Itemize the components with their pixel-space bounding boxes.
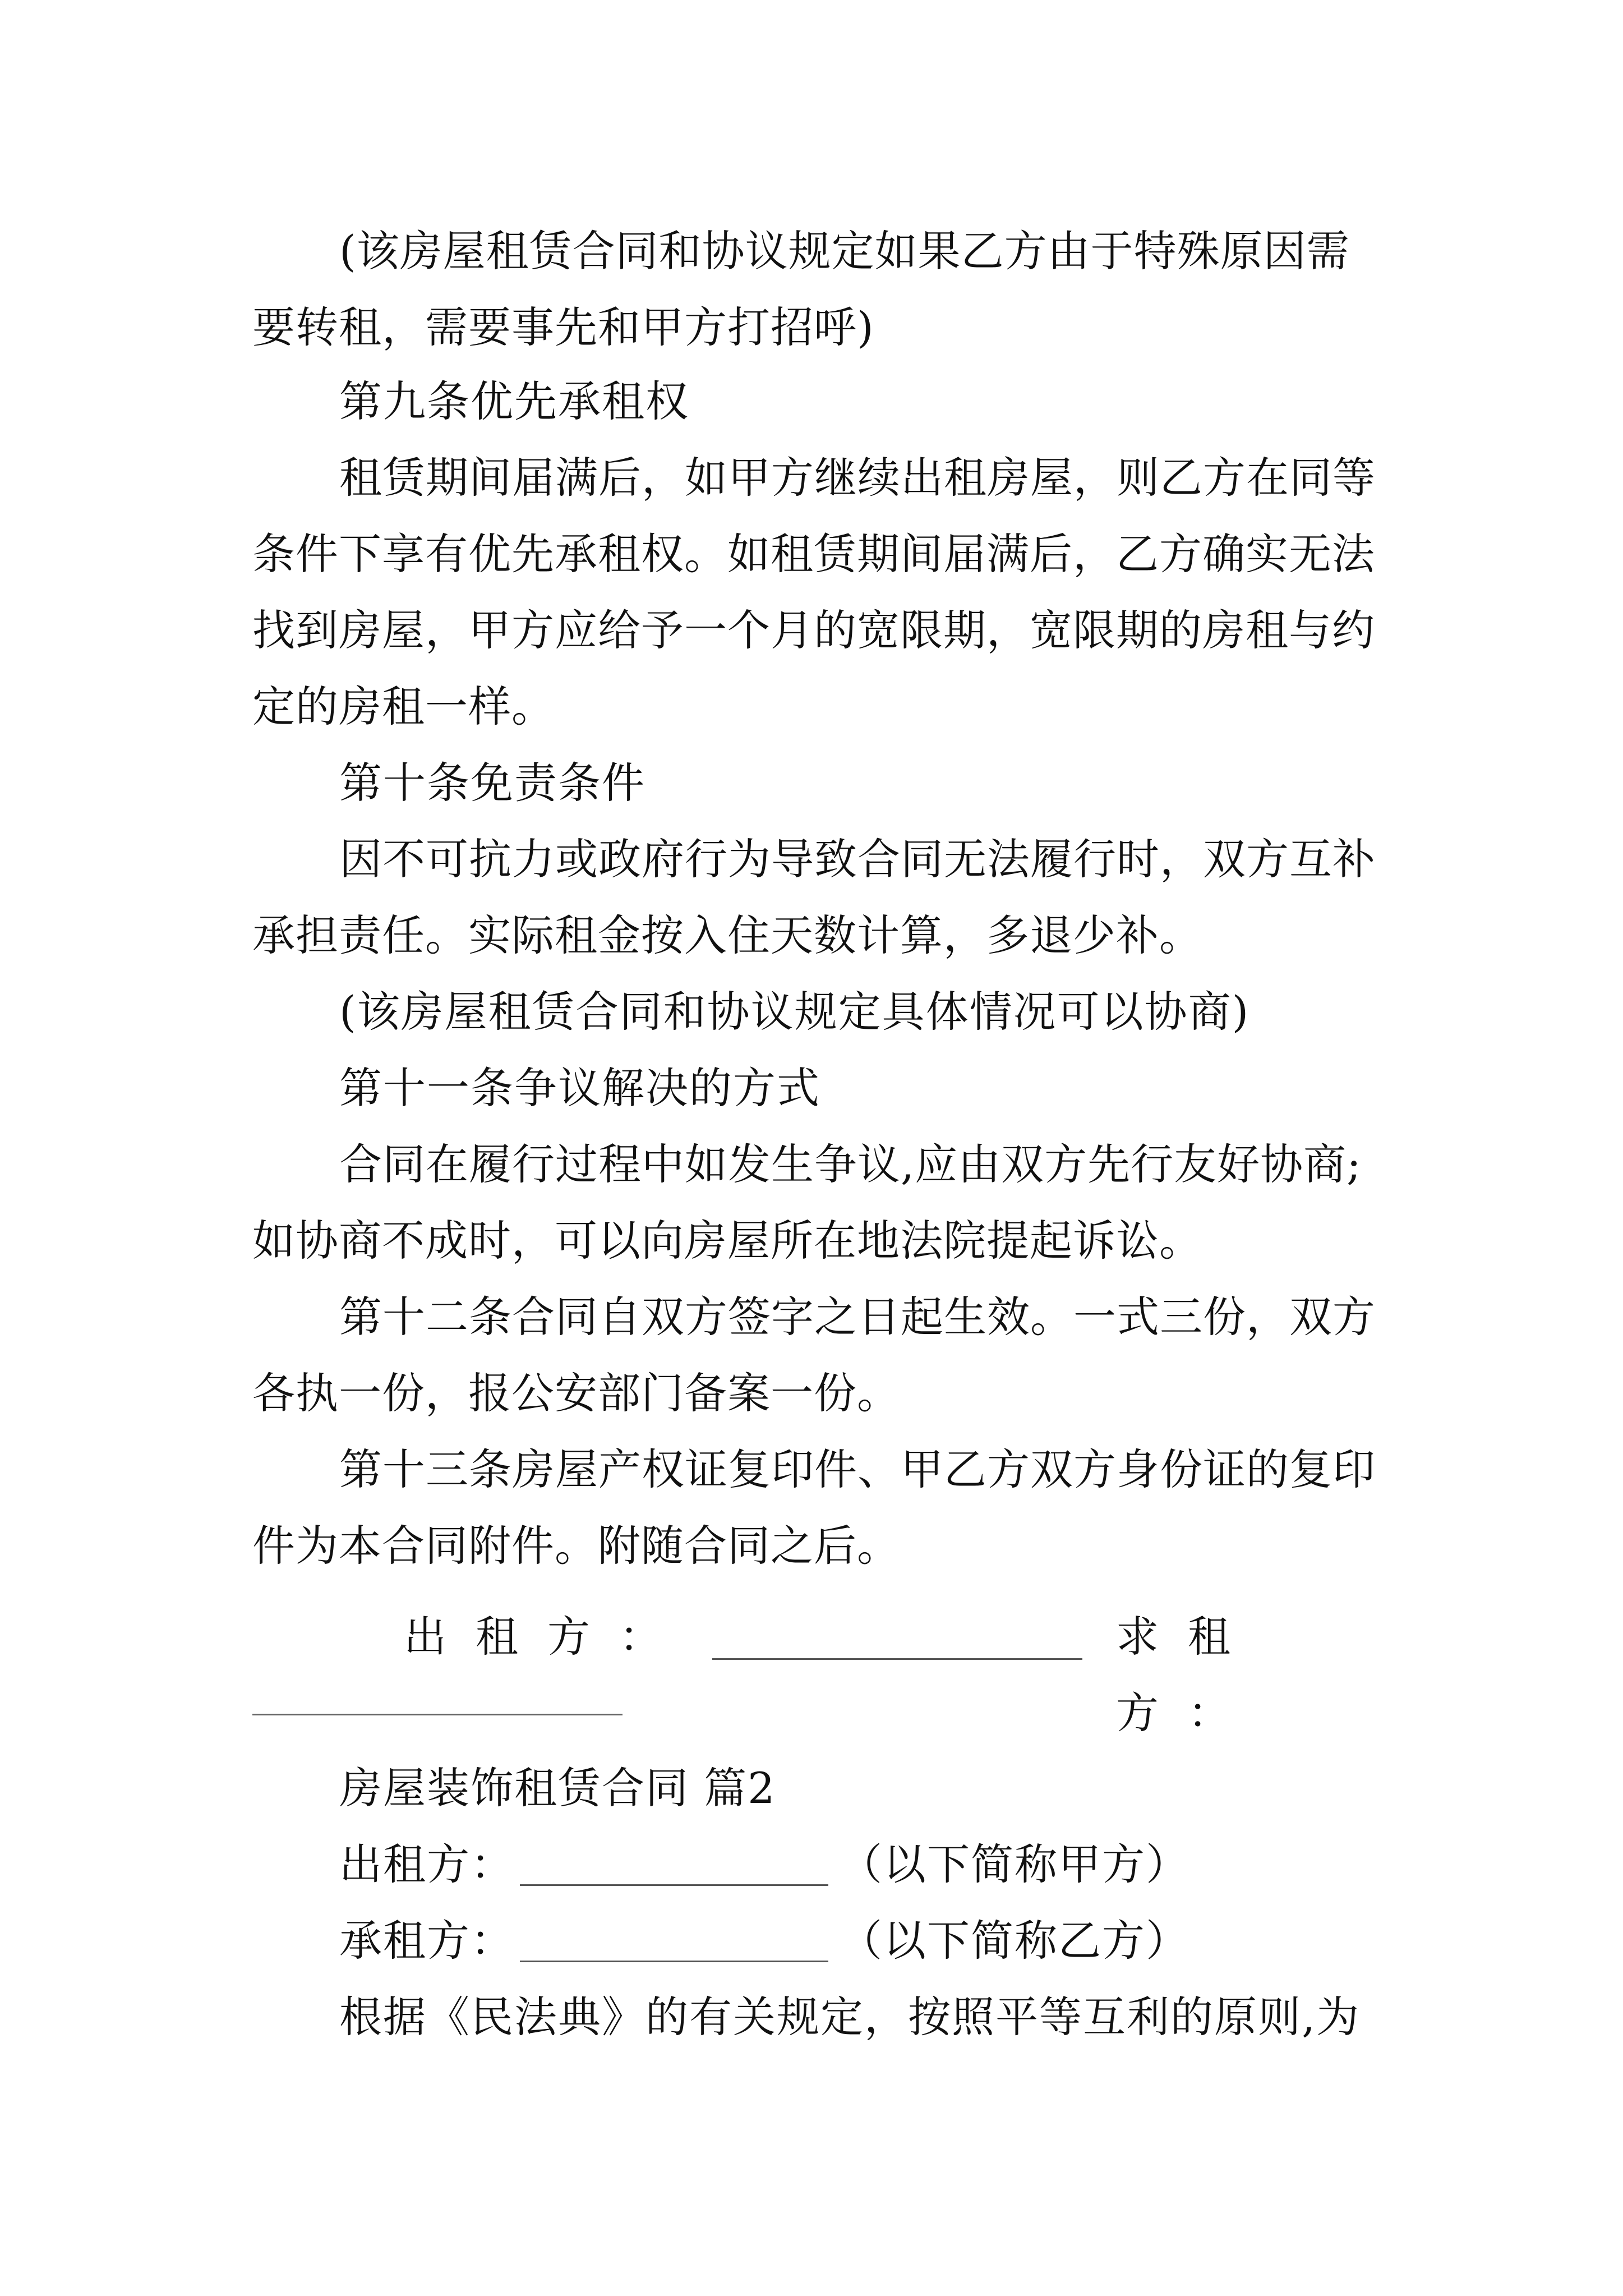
lessee-field-row: [339, 1903, 1189, 1979]
lessee-field-blank: [520, 1921, 828, 1962]
lessor-signature-label: 出租方：: [404, 1612, 691, 1662]
paragraph-article-12: 第十二条合同自双方签字之日起生效。一式三份，双方各执一份，报公安部门备案一份。: [252, 1292, 1376, 1418]
lessor-field-label: 出租方：: [339, 1839, 514, 1889]
paragraph-article-13: 第十三条房屋产权证复印件、甲乙方双方身份证的复印件为本合同附件。附随合同之后。: [252, 1444, 1376, 1571]
signature-row: [404, 1599, 1391, 1738]
paragraph-article-10: 因不可抗力或政府行为导致合同无法履行时，双方互补承担责任。实际租金按入住天数计算，多退少补。: [252, 834, 1376, 960]
lessee-signature-label: 求租方：: [1116, 1612, 1260, 1738]
heading-article-11: 第十一条争议解决的方式: [339, 1063, 820, 1113]
paragraph-article-9: 租赁期间届满后，如甲方继续出租房屋，则乙方在同等条件下享有优先承租权。如租赁期间届满后，乙方确实无法找到房屋，甲方应给予一个月的宽限期，宽限期的房租与约定的房租一样。: [252, 453, 1376, 731]
heading-article-10: 第十条免责条件: [339, 758, 645, 808]
paragraph-negotiation-note: (该房屋租赁合同和协议规定具体情况可以协商): [339, 987, 1250, 1037]
lessee-field-note: （以下简称乙方）: [840, 1916, 1189, 1966]
lessor-signature-blank: [712, 1619, 1082, 1660]
lessor-field-note: （以下简称甲方）: [840, 1839, 1189, 1889]
section-2-intro: 根据《民法典》的有关规定，按照平等互利的原则,为: [339, 1992, 1361, 2042]
paragraph-article-11: 合同在履行过程中如发生争议,应由双方先行友好协商;如协商不成时，可以向房屋所在地法院提起诉讼。: [252, 1139, 1362, 1266]
lessee-field-label: 承租方：: [339, 1916, 514, 1966]
lessor-field-row: [339, 1826, 1189, 1903]
paragraph-sublease-note: (该房屋租赁合同和协议规定如果乙方由于特殊原因需要转租，需要事先和甲方打招呼): [252, 226, 1350, 352]
section-2-title: 房屋装饰租赁合同 篇2: [339, 1763, 776, 1813]
lessor-field-blank: [520, 1845, 828, 1886]
lessee-signature-blank: [252, 1714, 623, 1715]
heading-article-9: 第九条优先承租权: [339, 376, 689, 426]
